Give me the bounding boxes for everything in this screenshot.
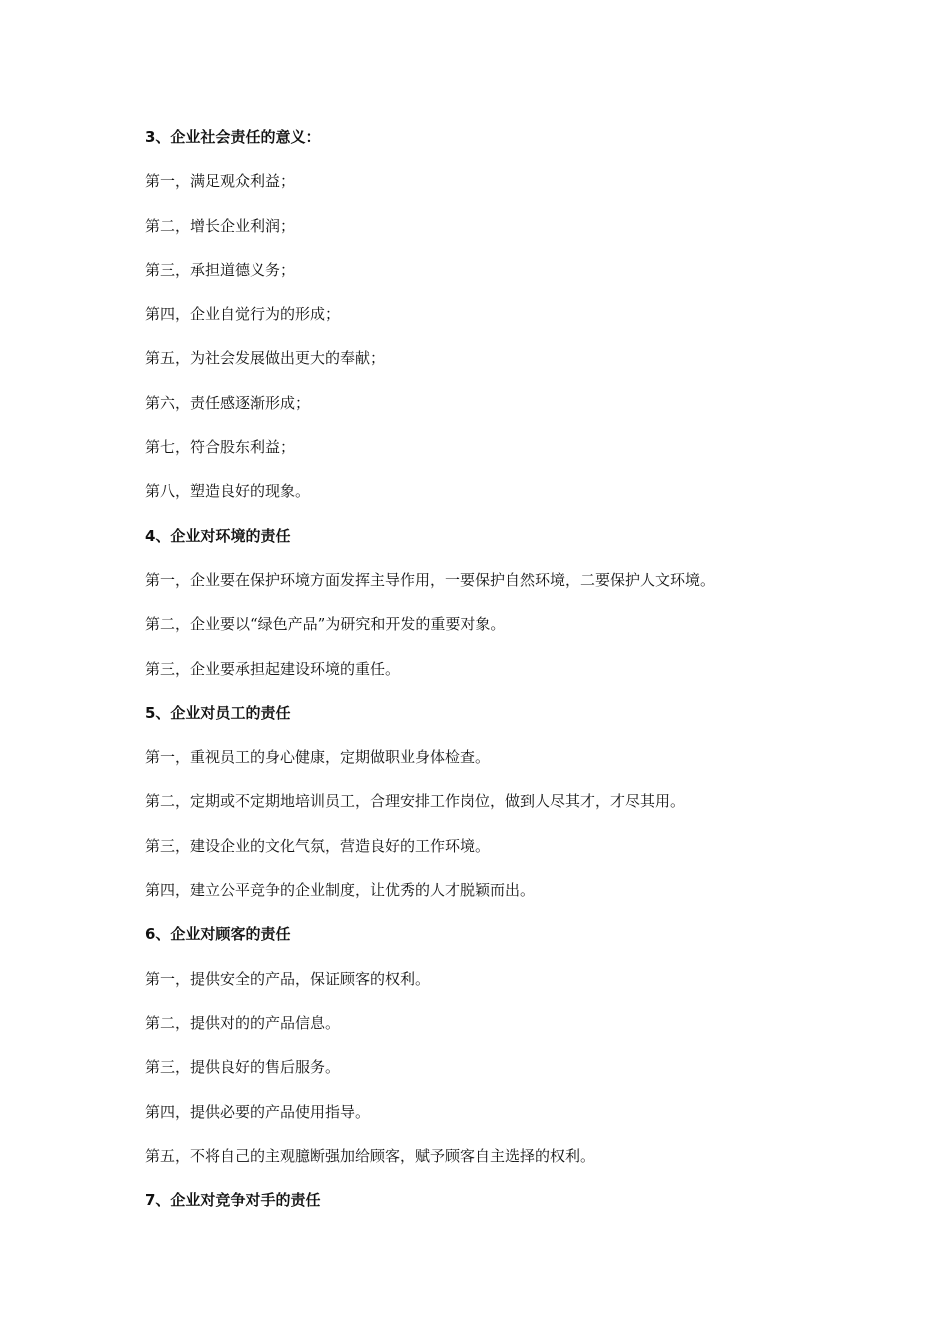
- list-item: 第三，提供良好的售后服务。: [145, 1058, 341, 1077]
- list-item: 第三，企业要承担起建设环境的重任。: [145, 659, 401, 678]
- list-item: 第一，提供安全的产品，保证顾客的权利。: [145, 969, 431, 988]
- section-heading: 3、企业社会责任的意义：: [145, 128, 321, 146]
- list-item: 第七，符合股东利益；: [145, 438, 296, 457]
- list-item: 第一，重视员工的身心健康，定期做职业身体检查。: [145, 748, 491, 767]
- list-item: 第二，定期或不定期地培训员工，合理安排工作岗位，做到人尽其才，才尽其用。: [145, 792, 686, 811]
- section-heading: 6、企业对顾客的责任: [145, 925, 291, 944]
- list-item: 第四，建立公平竞争的企业制度，让优秀的人才脱颖而出。: [145, 881, 536, 900]
- list-item: 第五，为社会发展做出更大的奉献；: [145, 349, 386, 368]
- list-item: 第一，企业要在保护环境方面发挥主导作用，一要保护自然环境，二要保护人文环境。: [145, 570, 716, 589]
- list-item: 第四，企业自觉行为的形成；: [145, 305, 341, 324]
- list-item: 第三，建设企业的文化气氛，营造良好的工作环境。: [145, 836, 491, 855]
- list-item: 第八，塑造良好的现象。: [145, 482, 311, 501]
- list-item: 第六，责任感逐渐形成；: [145, 393, 311, 412]
- section-heading: 4、企业对环境的责任: [145, 526, 291, 545]
- list-item: 第二，企业要以“绿色产品”为研究和开发的重要对象。: [145, 615, 506, 634]
- document-body: [145, 126, 825, 1233]
- list-item: 第一，满足观众利益；: [145, 172, 296, 191]
- list-item: 第二，增长企业利润；: [145, 216, 296, 235]
- list-item: 第三，承担道德义务；: [145, 260, 296, 279]
- list-item: 第二，提供对的的产品信息。: [145, 1013, 341, 1032]
- section-heading: 5、企业对员工的责任: [145, 703, 291, 722]
- list-item: 第四，提供必要的产品使用指导。: [145, 1102, 371, 1121]
- list-item: 第五，不将自己的主观臆断强加给顾客，赋予顾客自主选择的权利。: [145, 1146, 596, 1165]
- section-heading: 7、企业对竞争对手的责任: [145, 1191, 321, 1210]
